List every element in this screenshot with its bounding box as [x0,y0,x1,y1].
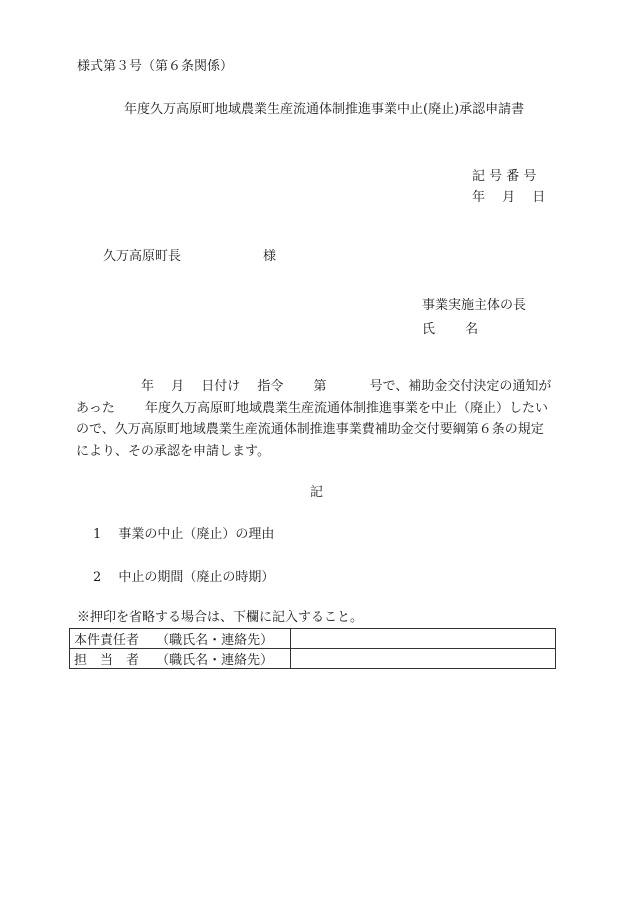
document-title: 年度久万高原町地域農業生産流通体制推進事業中止(廃止)承認申請書 [124,102,525,117]
body-paragraph: 年 月 日付け 指令 第 号で、補助金交付決定の通知があった 年度久万高原町地域農業生産流通体制推進事業を中止（廃止）したいので、久万高原町地域農業生産流通体制推進事業費補助金交付要綱第６条の規定により、その承認を申請します。 [76,379,552,459]
applicant-name-line: 氏 名 [422,322,479,337]
item-period: 2 中止の期間（廃止の時期） [93,570,275,585]
reference-block [472,166,545,208]
reference-number-line: 記 号 番 号 [472,169,537,184]
item-reason: 1 事業の中止（廃止）の理由 [93,527,275,542]
addressee [103,249,277,264]
addressee-name: 久万高原町長 [103,249,182,264]
addressee-honorific: 様 [263,249,277,264]
staff-person-label: 担 当 者 （職氏名・連絡先） [70,649,291,669]
contact-table [69,628,556,669]
applicant-org-line: 事業実施主体の長 [422,298,527,313]
staff-person-value[interactable] [291,649,556,669]
responsible-person-label: 本件責任者 （職氏名・連絡先） [70,629,291,649]
applicant-block [422,294,526,342]
table-row [70,629,556,649]
seal-omission-note: ※押印を省略する場合は、下欄に記入すること。 [77,610,364,625]
table-row [70,649,556,669]
responsible-person-value[interactable] [291,629,556,649]
date-line: 年 月 日 [472,190,546,205]
ki-heading: 記 [310,485,324,500]
form-number: 様式第３号（第６条関係） [77,59,234,74]
